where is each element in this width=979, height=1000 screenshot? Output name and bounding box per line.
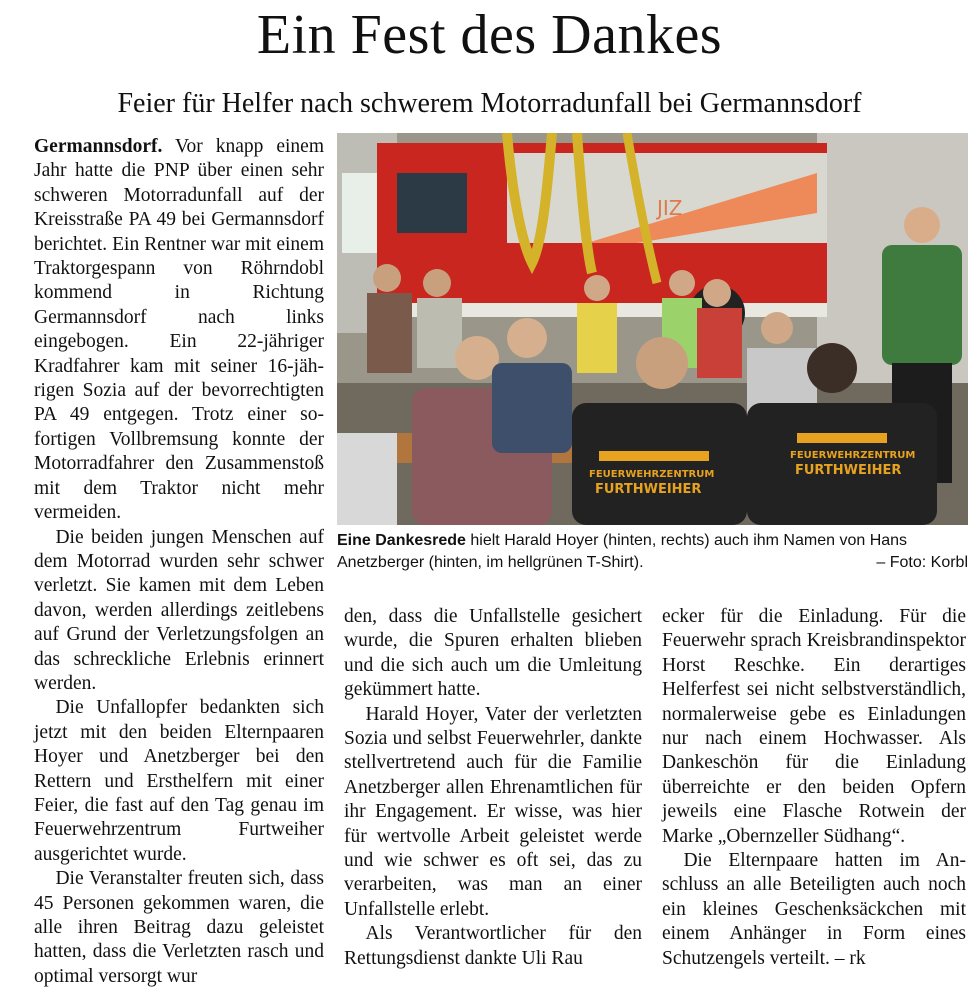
paragraph: Als Verantwortlicher für den Rettungsdienst dankte Uli Rau (344, 923, 642, 969)
article-column-1 (34, 135, 324, 989)
photo-caption (337, 530, 968, 574)
paragraph: Germannsdorf. Vor knapp einem Jahr hatte die PNP über einen sehr schweren Motorradunfall auf der Kreisstraße PA 49 bei Germannsdorf berichtet. Ein Rentner war mit einem Traktorgespann von Röhrndobl kommend in Richtung Germannsdorf nach links eingebogen. Ein 22-jähriger Kradfahrer kam mit seiner 16-jährigen Sozia auf der bevorrechtigten PA 49 entgegen. Trotz einer sofortigen Vollbremsung konnte der Motorradfahrer den Zusammenstoß mit dem Traktor nicht mehr vermeiden. (34, 136, 324, 524)
headline: Ein Fest des Dankes (256, 4, 723, 66)
shirt-text-2: FURTHWEIHER (595, 482, 702, 497)
caption-text: hielt Harald Hoyer (hinten, rechts) auch ihm Namen von Hans Anetzberger (hinten, im hellgrünen T-Shirt). (337, 532, 908, 571)
paragraph: ecker für die Einladung. Für die Feuerwehr sprach Kreisbrandinspektor Horst Reschke. Ein derartiges Helferfest sei nicht selbstverständlich, normalerweise gebe es Einladungen nur nach einem Hochwasser. Als Dankeschön für die Einladung überreichte er den beiden Opfern jeweils eine Flasche Rotwein der Marke „Obernzeller Südhang“. (662, 606, 966, 847)
article-photo (337, 133, 968, 525)
vehicle-mark: JIZ (657, 196, 683, 220)
subheadline: Feier für Helfer nach schwerem Motorradunfall bei Germannsdorf (117, 88, 862, 119)
article-column-3 (662, 605, 966, 971)
paragraph: Die Elternpaare hatten im Anschluss an alle Beteiligten auch noch ein kleines Geschenksäckchen mit einem Anhänger in Form eines Schutzengels verteilt. – rk (662, 850, 966, 969)
photo-credit: – Foto: Korbl (876, 554, 968, 571)
dateline: Germannsdorf. (34, 136, 163, 157)
shirt-text-4: FURTHWEIHER (795, 463, 902, 478)
paragraph: Die Unfallopfer bedankten sich jetzt mit den beiden Elternpaaren Hoyer und Anetzberger bei den Rettern und Ersthelfern mit einer Feier, die fast auf den Tag genau im Feuerwehrzentrum Furtweiher ausgerichtet wurde. (34, 697, 324, 865)
paragraph: Die Veranstalter freuten sich, dass 45 Personen gekommen waren, die alle ihren Beitrag dazu geleistet hatten, dass die Verletzten rasch und optimal versorgt wur (34, 868, 324, 987)
shirt-text-1: FEUERWEHRZENTRUM (589, 469, 715, 480)
paragraph: den, dass die Unfallstelle gesichert wurde, die Spuren erhalten blieben und die sich auch um die Umleitung gekümmert hatte. (344, 606, 642, 701)
article-column-2 (344, 605, 642, 971)
paragraph: Harald Hoyer, Vater der verletzten Sozia und selbst Feuerwehrler, dankte stellvertretend auch für die Familie Anetzberger allen Ehrenamtlichen für ihr Engagement. Er wisse, was hier für wertvolle Arbeit geleistet werde und wie schwer es oft sei, das zu verarbeiten, was man an einer Unfallstelle erlebt. (344, 703, 642, 920)
shirt-text-3: FEUERWEHRZENTRUM (790, 450, 916, 461)
caption-lead: Eine Dankesrede (337, 532, 466, 549)
paragraph: Die beiden jungen Menschen auf dem Motorrad wurden sehr schwer verletzt. Sie kamen mit dem Leben davon, werden allerdings zeitlebens auf Grund der Verletzungsfolgen an das schreckliche Erlebnis erinnert werden. (34, 526, 324, 694)
